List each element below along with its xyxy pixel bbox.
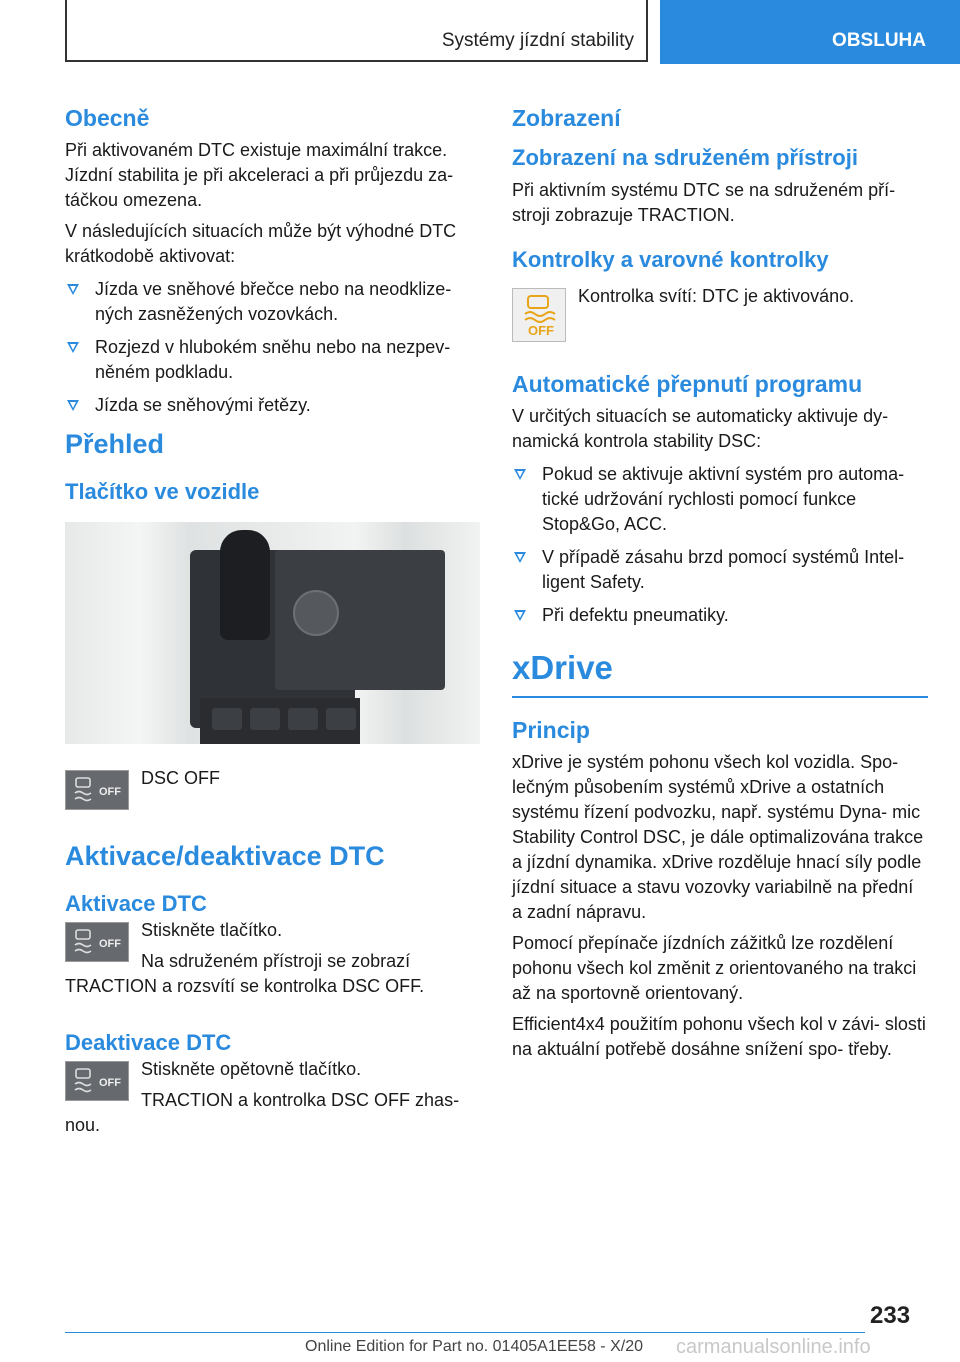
- heading-obecne: Obecně: [65, 105, 150, 131]
- subheading-tlacitko: Tlačítko ve vozidle: [65, 479, 260, 504]
- xdrive-p3: Efficient4x4 použitím pohonu všech kol v závi‐ slosti na aktuální potřebě dosáhne snížení spo‐ třeby.: [512, 1014, 926, 1059]
- automaticke-list: [512, 462, 928, 628]
- list-item: Pokud se aktivuje aktivní systém pro automa‐ tické udržování rychlosti pomocí funkce Stop&Go, ACC.: [512, 462, 928, 537]
- right-column: [512, 96, 928, 1062]
- chapter-title: Systémy jízdní stability: [441, 30, 634, 51]
- header-frame: [65, 0, 648, 62]
- dsc-off-icon: [65, 922, 129, 962]
- gear-lever: [220, 530, 270, 640]
- edition-footer: Online Edition for Part no. 01405A1EE58 - X/20: [305, 1338, 643, 1355]
- deaktivace-p1: Stiskněte opětovně tlačítko.: [141, 1059, 362, 1079]
- zobrazeni-p1: Při aktivním systému DTC se na sdruženém pří‐ stroji zobrazuje TRACTION.: [512, 180, 896, 225]
- bullet-triangle-icon: [514, 552, 526, 563]
- subheading-deaktivace-dtc: Deaktivace DTC: [65, 1030, 232, 1055]
- deaktivace-row: [65, 1057, 480, 1138]
- list-item: Při defektu pneumatiky.: [512, 603, 928, 628]
- list-item: Jízda ve sněhové břečce nebo na neodklize‐ ných zasněžených vozovkách.: [65, 277, 480, 327]
- svg-text:OFF: OFF: [99, 786, 121, 798]
- watermark: carmanualsonline.info: [676, 1336, 871, 1358]
- bullet-triangle-icon: [67, 400, 79, 411]
- bullet-triangle-icon: [514, 610, 526, 621]
- list-item: Jízda se sněhovými řetězy.: [65, 393, 480, 418]
- subheading-sdruzeny-pristroj: Zobrazení na sdruženém přístroji: [512, 145, 858, 170]
- kontrolka-text: Kontrolka svítí: DTC je aktivováno.: [578, 286, 855, 306]
- vehicle-console-photo: [65, 522, 480, 744]
- heading-prehled: Přehled: [65, 429, 165, 459]
- button-strip: [200, 698, 360, 744]
- aktivace-row: [65, 918, 480, 999]
- page-number: 233: [870, 1302, 911, 1329]
- obecne-list: [65, 277, 480, 418]
- aktivace-p2: Na sdruženém přístroji se zobrazí TRACTION a rozsvítí se kontrolka DSC OFF.: [65, 951, 425, 996]
- heading-aktivace: Aktivace/deaktivace DTC: [65, 841, 385, 871]
- idrive-knob: [293, 590, 339, 636]
- automaticke-p: V určitých situacích se automaticky aktivuje dy‐ namická kontrola stability DSC:: [512, 406, 889, 451]
- dtc-warning-light-icon: [512, 288, 566, 342]
- svg-text:OFF: OFF: [99, 1077, 121, 1089]
- subheading-aktivace-dtc: Aktivace DTC: [65, 891, 207, 916]
- left-column: [65, 96, 480, 1138]
- section-tab[interactable]: OBSLUHA: [660, 0, 960, 64]
- subheading-kontrolky: Kontrolky a varovné kontrolky: [512, 247, 829, 272]
- dsc-off-icon: [65, 770, 129, 810]
- kontrolka-row: [512, 284, 928, 346]
- heading-princip: Princip: [512, 717, 590, 743]
- dsc-off-row: [65, 766, 480, 814]
- section-divider: [512, 696, 928, 698]
- bullet-triangle-icon: [514, 469, 526, 480]
- aktivace-p1: Stiskněte tlačítko.: [141, 920, 283, 940]
- bullet-triangle-icon: [67, 284, 79, 295]
- obecne-p1: Při aktivovaném DTC existuje maximální trakce. Jízdní stabilita je při akceleraci a při průjezdu za‐ táčkou omezena.: [65, 140, 454, 210]
- deaktivace-p2: TRACTION a kontrolka DSC OFF zhas‐ nou.: [65, 1090, 460, 1135]
- heading-automaticke-prepnuti: Automatické přepnutí programu: [512, 371, 863, 397]
- xdrive-p1: xDrive je systém pohonu všech kol vozidla. Spo‐ lečným působením systémů xDrive a ostatních systému řízení podvozku, např. systému Dyna‐ mic Stability Control DSC, je dále optimalizována trakce a jízdní dynamika. xDrive rozděluje hnací síly podle jízdní situace a stavu vozovky variabilně na přední a zadní nápravu.: [512, 752, 924, 922]
- obecne-p2: V následujících situacích může být výhodné DTC krátkodobě aktivovat:: [65, 221, 457, 266]
- svg-text:OFF: OFF: [528, 323, 554, 338]
- dsc-off-icon: [65, 1061, 129, 1101]
- dsc-off-label: DSC OFF: [141, 768, 220, 788]
- list-item: V případě zásahu brzd pomocí systémů Intel‐ ligent Safety.: [512, 545, 928, 595]
- bullet-triangle-icon: [67, 342, 79, 353]
- heading-zobrazeni: Zobrazení: [512, 105, 621, 131]
- heading-xdrive: xDrive: [512, 649, 613, 686]
- xdrive-p2: Pomocí přepínače jízdních zážitků lze rozdělení pohonu všech kol změnit z orientovaného na trakci až na sportovně orientovaný.: [512, 933, 917, 1003]
- footer-divider: [65, 1332, 865, 1333]
- list-item: Rozjezd v hlubokém sněhu nebo na nezpev‐ něném podkladu.: [65, 335, 480, 385]
- svg-text:OFF: OFF: [99, 938, 121, 950]
